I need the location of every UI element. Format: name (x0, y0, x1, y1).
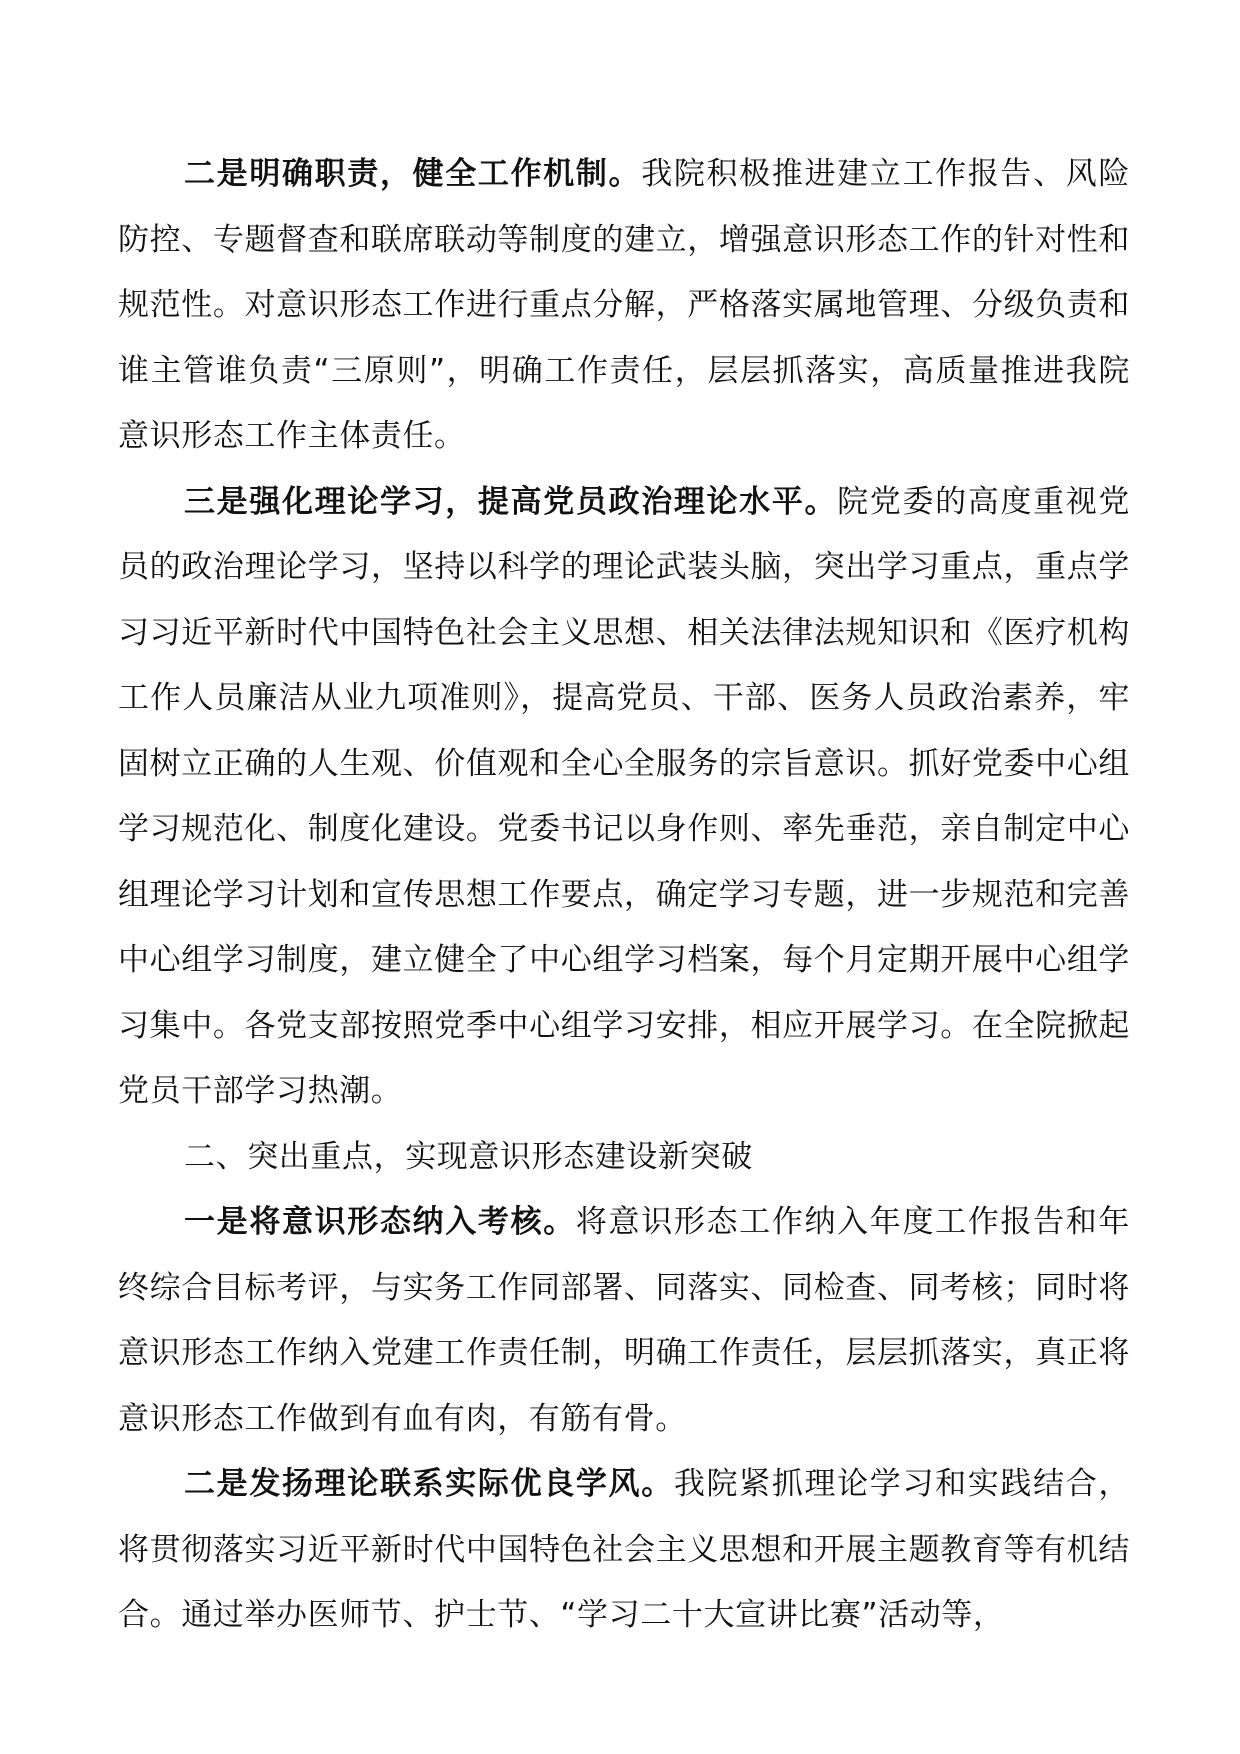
paragraph-body: 将意识形态工作纳入年度工作报告和年终综合目标考评，与实务工作同部署、同落实、同检查、同考核；同时将意识形态工作纳入党建工作责任制，明确工作责任，层层抓落实，真正将意识形态工作做到有血有肉，有筋有骨。 (118, 1204, 1130, 1437)
paragraph-body: 我院积极推进建立工作报告、风险防控、专题督查和联席联动等制度的建立，增强意识形态工作的针对性和规范性。对意识形态工作进行重点分解，严格落实属地管理、分级负责和谁主管谁负责“三原则”，明确工作责任，层层抓落实，高质量推进我院意识形态工作主体责任。 (118, 156, 1130, 454)
section-heading-text: 二、突出重点，实现意识形态建设新突破 (184, 1138, 753, 1175)
document-page (118, 142, 1130, 1649)
paragraph-body: 我院紧抓理论学习和实践结合，将贯彻落实习近平新时代中国特色社会主义思想和开展主题教育等有机结合。通过举办医师节、护士节、“学习二十大宣讲比赛”活动等， (118, 1466, 1130, 1633)
paragraph-study-style (118, 1452, 1130, 1649)
paragraph-assessment (118, 1190, 1130, 1452)
paragraph-lead: 二是明确职责，健全工作机制。 (184, 156, 642, 192)
section-heading (118, 1125, 1130, 1191)
paragraph-lead: 一是将意识形态纳入考核。 (184, 1204, 576, 1240)
paragraph-duties (118, 142, 1130, 470)
paragraph-lead: 二是发扬理论联系实际优良学风。 (184, 1466, 674, 1502)
paragraph-lead: 三是强化理论学习，提高党员政治理论水平。 (184, 483, 838, 520)
paragraph-theory-study (118, 470, 1130, 1125)
paragraph-body: 院党委的高度重视党员的政治理论学习，坚持以科学的理论武装头脑，突出学习重点，重点学习习近平新时代中国特色社会主义思想、相关法律法规知识和《医疗机构工作人员廉洁从业九项准则》，提高党员、干部、医务人员政治素养，牢固树立正确的人生观、价值观和全心全服务的宗旨意识。抓好党委中心组学习规范化、制度化建设。党委书记以身作则、率先垂范，亲自制定中心组理论学习计划和宣传思想工作要点，确定学习专题，进一步规范和完善中心组学习制度，建立健全了中心组学习档案，每个月定期开展中心组学习集中。各党支部按照党季中心组学习安排，相应开展学习。在全院掀起党员干部学习热潮。 (118, 483, 1130, 1109)
